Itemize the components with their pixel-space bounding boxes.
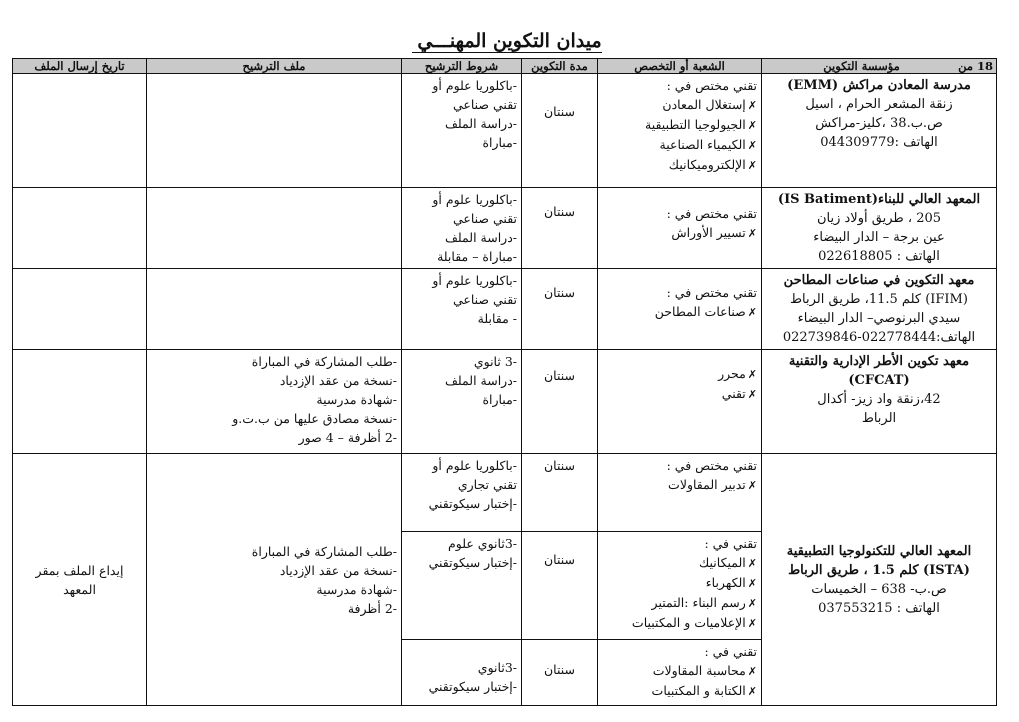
table-row: [13, 269, 997, 350]
conditions-cell: -3ثانوي -إختبار سيكوتقني: [402, 640, 522, 706]
page-number: 18 من: [958, 59, 993, 73]
header-institution: 18 من مؤسسة التكوين: [762, 59, 997, 74]
send-date-cell: إيداع الملف بمقر المعهد: [13, 454, 147, 706]
institution-cell: معهد التكوين في صناعات المطاحن (IFIM) كلم 11.5، طريق الرباط سيدي البرنوصي– الدار البيضاء الهاتف:022778444-022739846: [762, 269, 997, 350]
page-title: ميدان التكوين المهنـــي: [417, 30, 602, 52]
file-cell: -طلب المشاركة في المباراة -نسخة من عقد الإزدياد -شهادة مدرسية -2 أظرفة: [147, 454, 402, 706]
duration-cell: سنتان: [522, 640, 598, 706]
conditions-cell: -3 ثانوي -دراسة الملف -مباراة: [402, 350, 522, 454]
header-send-date: تاريخ إرسال الملف: [13, 59, 147, 74]
file-cell: [147, 269, 402, 350]
send-date-cell: [13, 269, 147, 350]
specialty-cell: ✗ محرر ✗ تقني: [598, 350, 762, 454]
send-date-cell: [13, 350, 147, 454]
table-row: [13, 74, 997, 188]
header-row: [13, 59, 997, 74]
table-row: [13, 350, 997, 454]
header-conditions: شروط الترشيح: [402, 59, 522, 74]
conditions-cell: -باكلوريا علوم أو تقني صناعي - مقابلة: [402, 269, 522, 350]
specialty-cell: تقني في : ✗ محاسبة المقاولات ✗ الكتابة و المكتبيات: [598, 640, 762, 706]
send-date-cell: [13, 188, 147, 269]
conditions-cell: -3ثانوي علوم -إختبار سيكوتقني: [402, 532, 522, 640]
duration-cell: سنتان: [522, 269, 598, 350]
institution-cell: مدرسة المعادن مراكش (EMM) زنقة المشعر الحرام ، اسيل ص.ب.38 ،كليز-مراكش الهاتف :044309779: [762, 74, 997, 188]
duration-cell: سنتان: [522, 188, 598, 269]
institution-cell: المعهد العالي للبناء(IS Batiment) 205 ، طريق أولاد زيان عين برجة – الدار البيضاء الهاتف : 022618805: [762, 188, 997, 269]
header-specialty: الشعبة أو التخصص: [598, 59, 762, 74]
specialty-cell: تقني مختص في : ✗ إستغلال المعادن ✗ الجيولوجيا التطبيقية ✗ الكيمياء الصناعية ✗ الإلكتروميكانيك: [598, 74, 762, 188]
duration-cell: سنتان: [522, 74, 598, 188]
specialty-cell: تقني مختص في : ✗ تدبير المقاولات: [598, 454, 762, 532]
institution-cell: المعهد العالي للتكنولوجيا التطبيقية (ISTA) كلم 1.5 ، طريق الرباط ص.ب- 638 – الخميسات الهاتف : 037553215: [762, 454, 997, 706]
specialty-cell: تقني في : ✗ الميكانيك ✗ الكهرباء ✗ رسم البناء :التمتير ✗ الإعلاميات و المكتبيات: [598, 532, 762, 640]
specialty-cell: تقني مختص في : ✗ تسيير الأوراش: [598, 188, 762, 269]
title-underline: [412, 52, 602, 53]
file-cell: [147, 188, 402, 269]
training-table: [12, 58, 997, 706]
header-file: ملف الترشيح: [147, 59, 402, 74]
send-date-cell: [13, 74, 147, 188]
specialty-cell: تقني مختص في : ✗ صناعات المطاحن: [598, 269, 762, 350]
table-row: [13, 454, 997, 532]
institution-cell: معهد تكوين الأطر الإدارية والتقنية (CFCAT) 42،زنقة واد زيز- أكدال الرباط: [762, 350, 997, 454]
duration-cell: سنتان: [522, 532, 598, 640]
conditions-cell: -باكلوريا علوم أو تقني صناعي -دراسة الملف -مباراة – مقابلة: [402, 188, 522, 269]
file-cell: -طلب المشاركة في المباراة -نسخة من عقد الإزدياد -شهادة مدرسية -نسخة مصادق عليها من ب.ت.و -2 أظرفة – 4 صور: [147, 350, 402, 454]
conditions-cell: -باكلوريا علوم أو تقني صناعي -دراسة الملف -مباراة: [402, 74, 522, 188]
duration-cell: سنتان: [522, 454, 598, 532]
header-duration: مدة التكوين: [522, 59, 598, 74]
duration-cell: سنتان: [522, 350, 598, 454]
file-cell: [147, 74, 402, 188]
table-row: [13, 188, 997, 269]
conditions-cell: -باكلوريا علوم أو تقني تجاري -إختبار سيكوتقني: [402, 454, 522, 532]
